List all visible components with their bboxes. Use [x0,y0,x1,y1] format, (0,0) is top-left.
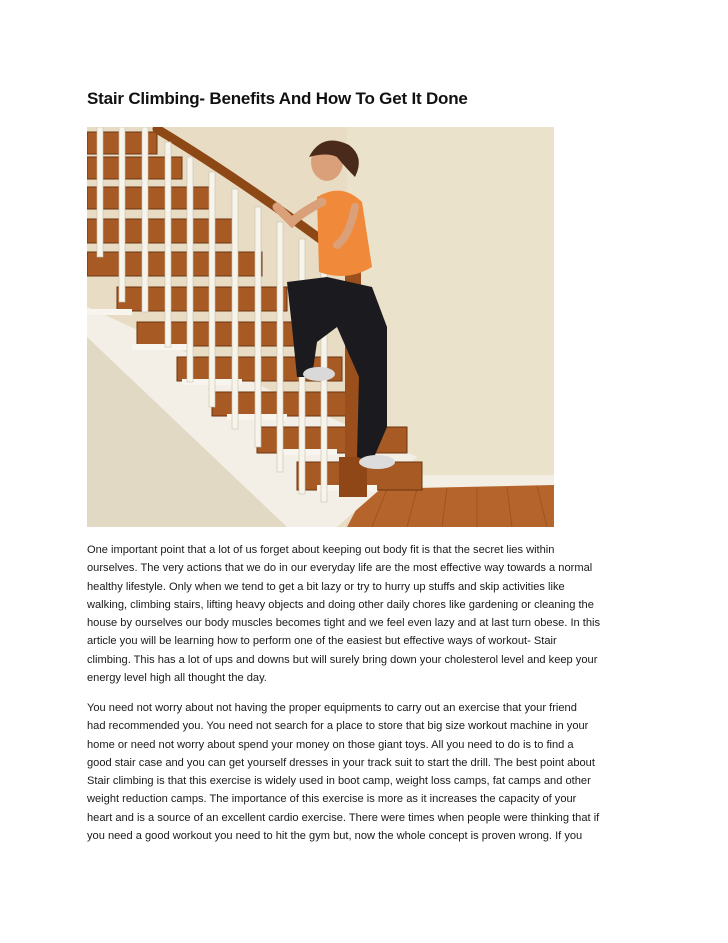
stair-climbing-photo [87,127,554,527]
paragraph-1 [87,541,647,687]
document-title: Stair Climbing- Benefits And How To Get It Done [87,89,468,108]
paragraph-line: walking, climbing stairs, lifting heavy objects and doing other daily chores like gardening or cleaning the [87,598,594,611]
paragraph-line: weight reduction camps. The importance of this exercise is more as it increases the capacity of your [87,793,577,806]
paragraph-line: climbing. This has a lot of ups and downs but will surely bring down your cholesterol level and keep your [87,653,598,666]
paragraph-2 [87,699,647,845]
paragraph-line: house by ourselves our body muscles becomes tight and we feel even lazy and at last turn obese. In this [87,617,601,630]
paragraph-line: had recommended you. You need not search for a place to store that big size workout machine in your [87,720,589,733]
paragraph-line: heart and is a source of an excellent cardio exercise. There were times when people were thinking that if [87,811,600,824]
paragraph-line: energy level high all thought the day. [87,672,267,685]
paragraph-line: good stair case and you can get yourself dresses in your track suit to start the drill. The best point about [87,756,595,769]
paragraph-line: ourselves. The very actions that we do in our everyday life are the most effective way towards a normal [87,562,593,575]
paragraph-line: One important point that a lot of us forget about keeping out body fit is that the secret lies within [87,544,555,556]
paragraph-line: You need not worry about not having the proper equipments to carry out an exercise that your friend [87,702,577,714]
paragraph-line: Stair climbing is that this exercise is widely used in boot camp, weight loss camps, fat camps and other [87,775,591,788]
paragraph-line: home or need not worry about spend your money on those giant toys. All you need to do is to find a [87,738,574,751]
paragraph-line: you need a good workout you need to hit the gym but, now the whole concept is proven wrong. If you [87,830,583,843]
paragraph-line: article you will be learning how to perform one of the easiest but effective ways of workout- Stair [87,635,557,648]
paragraph-line: healthy lifestyle. Only when we tend to get a bit lazy or try to hurry up stuffs and skip activities like [87,580,565,593]
